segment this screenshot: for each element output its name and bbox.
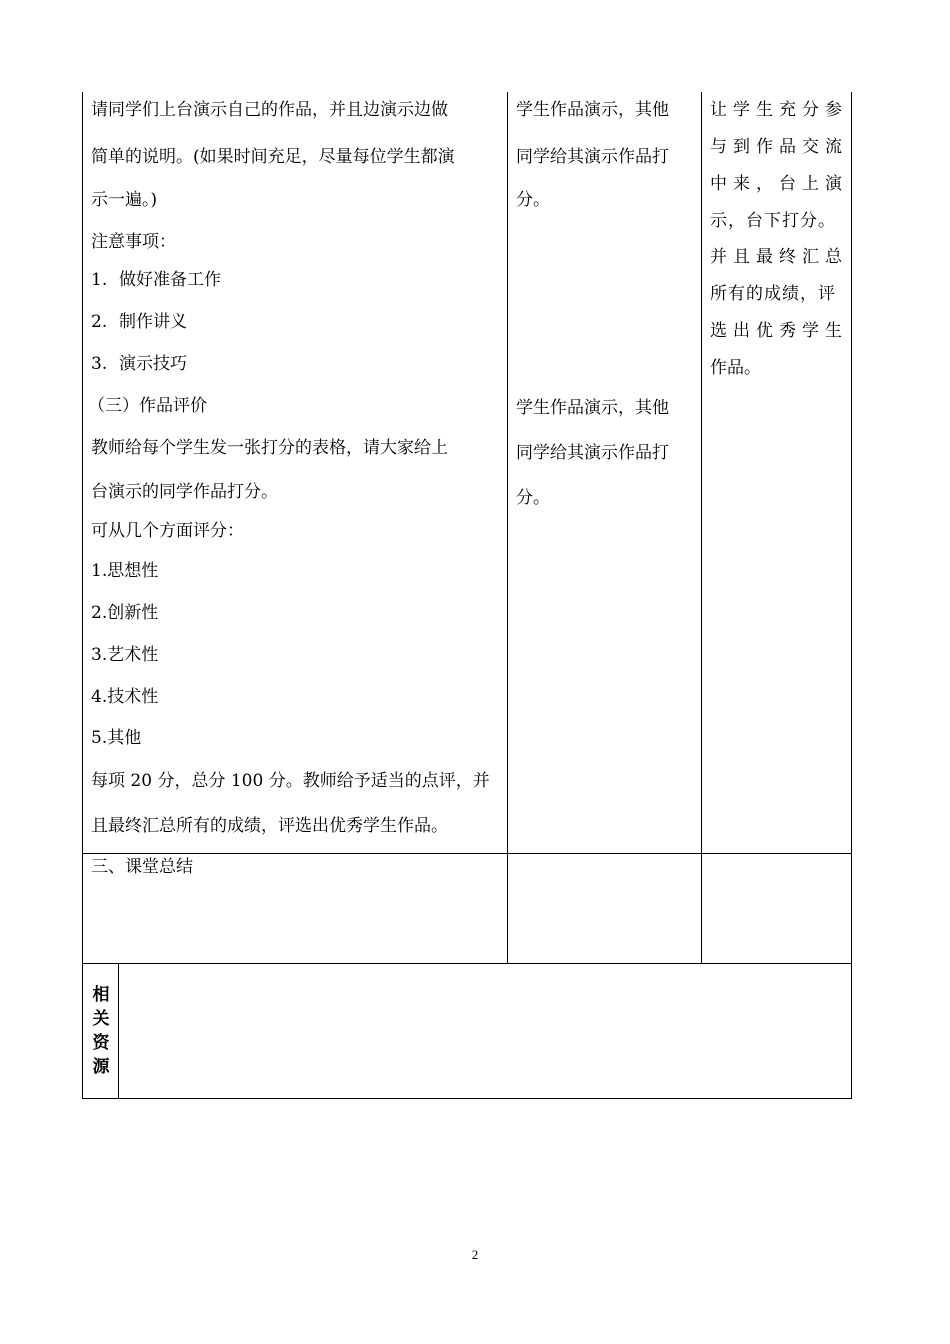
table-bottom-border (82, 1098, 852, 1099)
note-number: 1. (91, 270, 108, 290)
score-line: 且最终汇总所有的成绩，评选出优秀学生作品。 (91, 816, 448, 836)
resources-label-char: 源 (92, 1057, 110, 1077)
page-number: 2 (471, 1247, 479, 1262)
criteria-item: 3.艺术性 (91, 645, 159, 665)
resources-label-divider (118, 963, 119, 1099)
eval-line: 教师给每个学生发一张打分的表格，请大家给上 (91, 438, 448, 458)
intent-line: 作品。 (710, 358, 761, 378)
note-number: 2. (91, 312, 108, 332)
row-divider-summary (82, 853, 852, 854)
student-activity-line: 学生作品演示，其他 (516, 100, 669, 120)
criteria-item: 2.创新性 (91, 603, 159, 623)
table-left-border (82, 92, 83, 1099)
intent-line: 并且最终汇总 (710, 247, 848, 267)
intent-line: 所有的成绩，评 (710, 284, 836, 304)
resources-label-char: 关 (92, 1009, 110, 1029)
score-line: 每项 20 分，总分 100 分。教师给予适当的点评，并 (91, 771, 490, 791)
intent-line: 示，台下打分。 (710, 211, 836, 231)
intent-line: 让学生充分参 (710, 100, 848, 120)
note-item: 做好准备工作 (119, 270, 221, 290)
intent-line: 中来，台上演 (710, 174, 848, 194)
criteria-item: 4.技术性 (91, 687, 159, 707)
intent-line: 选出优秀学生 (710, 321, 848, 341)
criteria-item: 1.思想性 (91, 561, 159, 581)
notes-heading: 注意事项： (91, 232, 176, 252)
eval-line: 台演示的同学作品打分。 (91, 482, 278, 502)
section-heading: （三）作品评价 (88, 396, 207, 416)
student-activity-line: 分。 (516, 488, 550, 508)
summary-heading: 三、课堂总结 (91, 857, 193, 877)
criteria-heading: 可从几个方面评分： (91, 521, 244, 541)
student-activity-line: 同学给其演示作品打 (516, 147, 669, 167)
row-divider-resources (82, 963, 852, 964)
process-paragraph-line: 请同学们上台演示自己的作品，并且边演示边做 (91, 100, 448, 120)
process-paragraph-line: 简单的说明。(如果时间充足，尽量每位学生都演 (91, 147, 455, 167)
note-number: 3. (91, 354, 108, 374)
criteria-item: 5.其他 (91, 728, 142, 748)
resources-label-char: 相 (92, 985, 110, 1005)
table-right-border (851, 92, 852, 1099)
note-item: 演示技巧 (119, 354, 187, 374)
intent-line: 与到作品交流 (710, 137, 848, 157)
student-activity-line: 同学给其演示作品打 (516, 443, 669, 463)
student-activity-line: 学生作品演示，其他 (516, 398, 669, 418)
note-item: 制作讲义 (119, 312, 187, 332)
student-activity-line: 分。 (516, 190, 550, 210)
resources-label-char: 资 (92, 1033, 110, 1053)
table-divider-2 (701, 92, 702, 964)
resources-content (126, 975, 842, 1090)
process-paragraph-line: 示一遍。) (91, 190, 158, 210)
table-divider-1 (507, 92, 508, 964)
